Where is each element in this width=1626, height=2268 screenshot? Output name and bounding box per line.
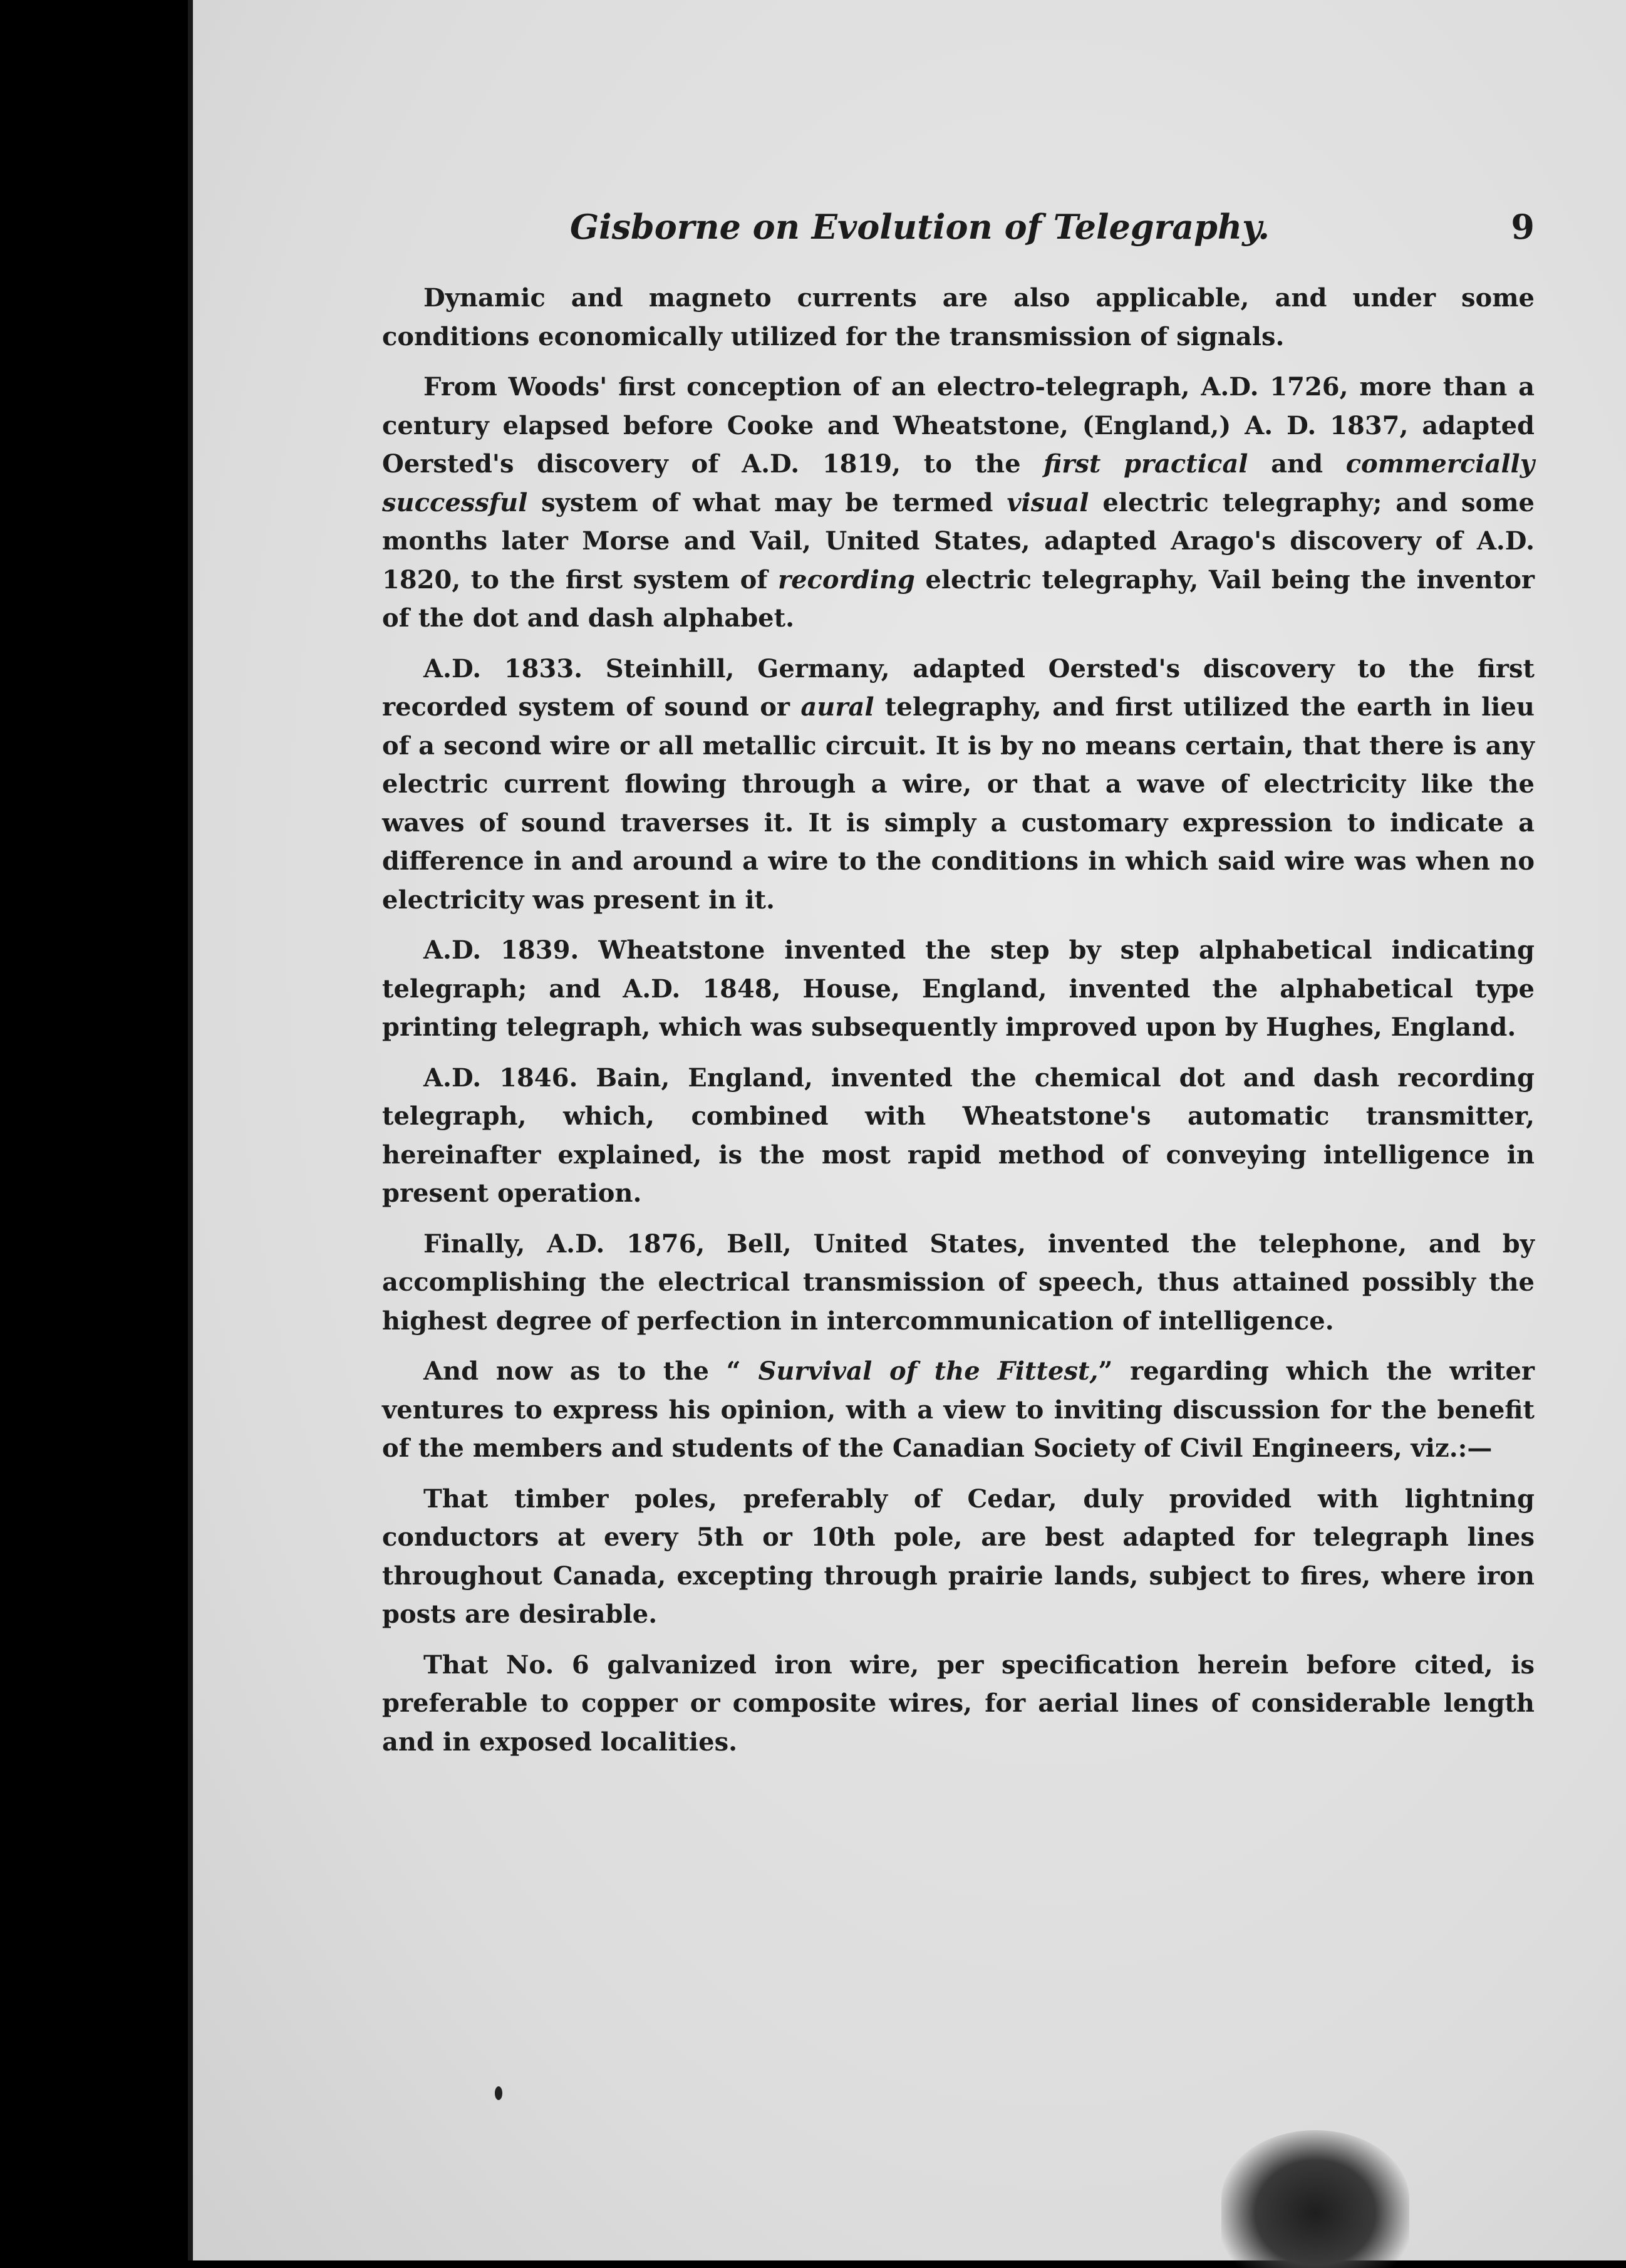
scanned-page [188,0,1626,2260]
italic-text-run: recording [778,564,915,595]
paragraph [382,1646,1535,1762]
running-head [570,207,1535,263]
text-run: Finally, A.D. 1876, Bell, United States, invented the telephone, and by accomplishing the electrical transmission of speech, thus attained possibly the highest degree of perfection in intercommunication of intelligence. [382,1229,1535,1336]
text-run: And now as to the “ [423,1356,759,1386]
paragraph [382,1352,1535,1468]
italic-text-run: aural [800,692,874,722]
text-run: ” regarding which the writer ventures to express his opinion, with a view to inviting discussion for the benefit of the members and students of the Canadian Society of Civil Engineers, viz.:— [382,1356,1535,1463]
italic-text-run: Survival of the Fittest, [758,1356,1099,1386]
ink-spot [495,2086,502,2100]
thumb-smudge [1221,2130,1409,2268]
paragraph [382,1059,1535,1213]
page-edge-rule [188,0,193,2260]
paragraph [382,368,1535,638]
running-title: Gisborne on Evolution of Telegraphy. [570,207,1270,247]
text-run: telegraphy, and first utilized the earth in lieu of a second wire or all metallic circuit. It is by no means certain, that there is any electric current flowing through a wire, or that a wave of electricity like the waves of sound traverses it. It is simply a customary expression to indicate a difference in and around a wire to the conditions in which said wire was when no electricity was present in it. [382,692,1535,915]
page-number: 9 [1511,207,1535,247]
text-run: Dynamic and magneto currents are also applicable, and under some conditions economically utilized for the transmission of signals. [382,283,1535,351]
text-run: A.D. 1846. Bain, England, invented the chemical dot and dash recording telegraph, which, combined with Wheatstone's automatic transmitter, hereinafter explained, is the most rapid method of conveying intelligence in present operation. [382,1063,1535,1208]
text-run: system of what may be termed [527,487,1007,518]
italic-text-run: visual [1007,487,1089,518]
text-run: A.D. 1839. Wheatstone invented the step by step alphabetical indicating telegraph; and A.D. 1848, House, England, invented the alphabetical type printing telegraph, which was subsequently improved upon by Hughes, England. [382,935,1535,1042]
body-text [382,279,1535,1773]
paragraph [382,931,1535,1047]
text-run: A.D. 1833. Steinhill, Germany, adapted Oersted's discovery to the first recorded system of sound or [382,653,1535,722]
paragraph [382,650,1535,920]
italic-text-run: first practical [1043,449,1248,479]
text-run: electric telegraphy; and some months later Morse and Vail, United States, adapted Arago's discovery of A.D. 1820, to the first system of [382,487,1535,595]
text-run: That No. 6 galvanized iron wire, per specification herein before cited, is preferable to copper or composite wires, for aerial lines of considerable length and in exposed localities. [382,1650,1535,1757]
text-run: electric telegraphy, Vail being the inventor of the dot and dash alphabet. [382,564,1535,633]
paragraph [382,279,1535,356]
text-run: From Woods' first conception of an electro-telegraph, A.D. 1726, more than a century elapsed before Cooke and Wheatstone, (England,) A. D. 1837, adapted Oersted's discovery of A.D. 1819, to the [382,372,1535,479]
text-run: That timber poles, preferably of Cedar, duly provided with lightning conductors at every 5th or 10th pole, are best adapted for telegraph lines throughout Canada, excepting through prairie lands, subject to fires, where iron posts are desirable. [382,1484,1535,1629]
italic-text-run: commercially successful [382,449,1535,518]
paragraph [382,1225,1535,1341]
text-run: and [1248,449,1346,479]
paragraph [382,1480,1535,1634]
